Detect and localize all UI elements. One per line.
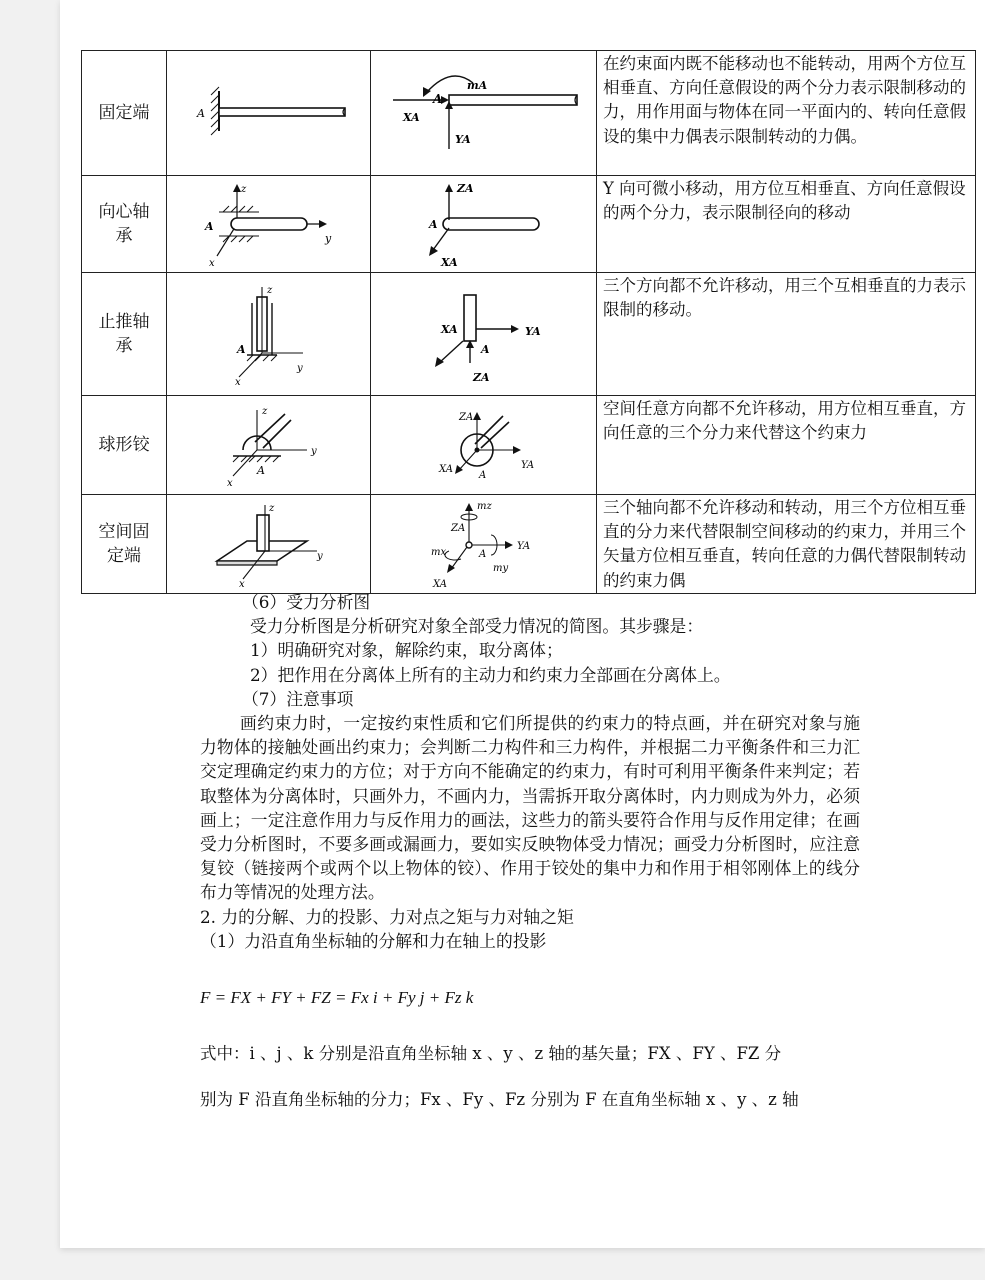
- label-YA: YA: [525, 325, 541, 338]
- label-A: A: [479, 549, 487, 560]
- label-A: A: [205, 220, 214, 233]
- space-fixed-end-diagram: [167, 495, 370, 593]
- ball-joint-diagram: [167, 396, 370, 494]
- constraint-figure: [167, 273, 371, 396]
- section-6-title: （6）受力分析图: [242, 592, 371, 612]
- label-z: z: [269, 503, 275, 514]
- label-A: A: [481, 343, 490, 356]
- label-mA: mA: [467, 79, 488, 92]
- table-row: [82, 273, 976, 396]
- table-row: [82, 51, 976, 176]
- label-A: A: [197, 107, 205, 120]
- section-7-paragraph: 画约束力时，一定按约束性质和它们所提供的约束力的特点画，并在研究对象与施力物体的接触处画出约束力；会判断二力构件和三力构件，并根据二力平衡条件和三力汇交定理确定约束力的方位；对于方向不能确定的约束力，有时可利用平衡条件来判定；若取整体为分离体时，只画外力，不画内力，当需拆开取分离体时，内力则成为外力，必须画上；一定注意作用力与反作用力的画法，这些力的箭头要符合作用与反作用定律；在画受力分析图时，不要多画或漏画力，要如实反映物体受力情况；画受力分析图时，应注意复铰（链接两个或两个以上物体的铰）、作用于铰处的集中力和作用于相邻刚体上的线分布力等情况的处理方法。: [200, 713, 860, 903]
- label-z: z: [262, 406, 268, 417]
- label-ZA: ZA: [473, 371, 490, 384]
- label-A: A: [257, 464, 265, 477]
- constraint-table: [81, 50, 976, 594]
- label-z: z: [241, 184, 247, 195]
- label-XA: XA: [403, 111, 420, 124]
- constraint-description: 空间任意方向都不允许移动，用方位相互垂直，方向任意的三个分力来代替这个约束力: [597, 396, 976, 495]
- constraint-name: 固定端: [82, 51, 167, 176]
- label-XA: XA: [441, 323, 458, 336]
- label-z: z: [267, 285, 273, 296]
- label-mz: mz: [477, 501, 492, 512]
- constraint-name-text: 空间固定端: [98, 522, 150, 566]
- constraint-figure: [167, 176, 371, 273]
- label-A: A: [479, 470, 487, 481]
- constraint-figure: [167, 51, 371, 176]
- radial-bearing-force-diagram: [371, 176, 596, 272]
- thrust-bearing-diagram: [167, 273, 370, 395]
- force-figure: [371, 51, 597, 176]
- label-y: y: [297, 363, 303, 374]
- constraint-figure: [167, 495, 371, 594]
- label-ZA: ZA: [457, 182, 474, 195]
- fixed-end-diagram: [167, 51, 370, 175]
- table-row: [82, 176, 976, 273]
- thrust-bearing-force-diagram: [371, 273, 596, 395]
- label-y: y: [325, 232, 332, 245]
- ball-joint-force-diagram: [371, 396, 596, 494]
- constraint-name: [82, 495, 167, 594]
- body-text: [200, 590, 860, 953]
- label-x: x: [209, 258, 215, 269]
- label-y: y: [311, 446, 317, 457]
- space-fixed-end-force-diagram: [371, 495, 596, 593]
- vector-formula: F = FX + FY + FZ = Fx i + Fy j + Fz k: [200, 988, 474, 1007]
- table-row: [82, 495, 976, 594]
- label-ZA: ZA: [459, 412, 474, 423]
- subsection-1-title: （1）力沿直角坐标轴的分解和力在轴上的投影: [200, 930, 547, 951]
- label-XA: XA: [439, 464, 453, 475]
- force-figure: [371, 176, 597, 273]
- constraint-name: 球形铰: [82, 396, 167, 495]
- constraint-description: 在约束面内既不能移动也不能转动，用两个方位互相垂直、方向任意假设的两个分力表示限制移动的力，用作用面与物体在同一平面内的、转向任意假设的集中力偶表示限制转动的力偶。: [597, 51, 976, 176]
- label-A: A: [429, 218, 438, 231]
- formula-explanation-line-2: 别为 F 沿直角坐标轴的分力；Fx 、Fy 、Fz 分别为 F 在直角坐标轴 x 、y 、z 轴: [200, 1090, 799, 1109]
- label-x: x: [239, 579, 245, 590]
- table-row: [82, 396, 976, 495]
- constraint-description: 三个轴向都不允许移动和转动，用三个方位相互垂直的分力来代替限制空间移动的约束力，并用三个矢量方位相互垂直，转向任意的力偶代替限制转动的约束力偶: [597, 495, 976, 594]
- section-6-intro: 受力分析图是分析研究对象全部受力情况的简图。其步骤是：: [250, 616, 704, 637]
- chapter-2-heading: 2. 力的分解、力的投影、力对点之矩与力对轴之矩: [200, 906, 574, 927]
- fixed-end-force-diagram: [371, 51, 596, 175]
- constraint-description: Y 向可微小移动，用方位互相垂直、方向任意假设的两个分力，表示限制径向的移动: [597, 176, 976, 273]
- formula-explanation-line-1: 式中：i 、j 、k 分别是沿直角坐标轴 x 、y 、z 轴的基矢量；FX 、FY 、FZ 分: [200, 1044, 782, 1063]
- radial-bearing-diagram: [167, 176, 370, 272]
- constraint-figure: [167, 396, 371, 495]
- label-my: my: [493, 563, 509, 574]
- section-6-step-2: 2）把作用在分离体上所有的主动力和约束力全部画在分离体上。: [250, 664, 731, 685]
- constraint-name: [82, 273, 167, 396]
- label-y: y: [317, 551, 323, 562]
- label-A: A: [237, 343, 246, 356]
- force-figure: [371, 273, 597, 396]
- label-XA: XA: [433, 579, 447, 590]
- label-YA: YA: [521, 460, 535, 471]
- force-figure: [371, 396, 597, 495]
- label-mx: mx: [431, 547, 447, 558]
- label-x: x: [227, 478, 233, 489]
- constraint-description: 三个方向都不允许移动，用三个互相垂直的力表示限制的移动。: [597, 273, 976, 396]
- label-ZA: ZA: [451, 523, 466, 534]
- label-YA: YA: [455, 133, 471, 146]
- section-6-step-1: 1）明确研究对象，解除约束，取分离体；: [250, 640, 563, 661]
- constraint-name-text: 向心轴承: [98, 202, 150, 246]
- constraint-name: [82, 176, 167, 273]
- label-x: x: [235, 377, 241, 388]
- section-7-title: （7）注意事项: [242, 688, 354, 709]
- constraint-name-text: 止推轴承: [98, 312, 150, 356]
- label-YA: YA: [517, 541, 531, 552]
- force-figure: [371, 495, 597, 594]
- label-A: A: [433, 92, 443, 106]
- label-XA: XA: [441, 256, 458, 269]
